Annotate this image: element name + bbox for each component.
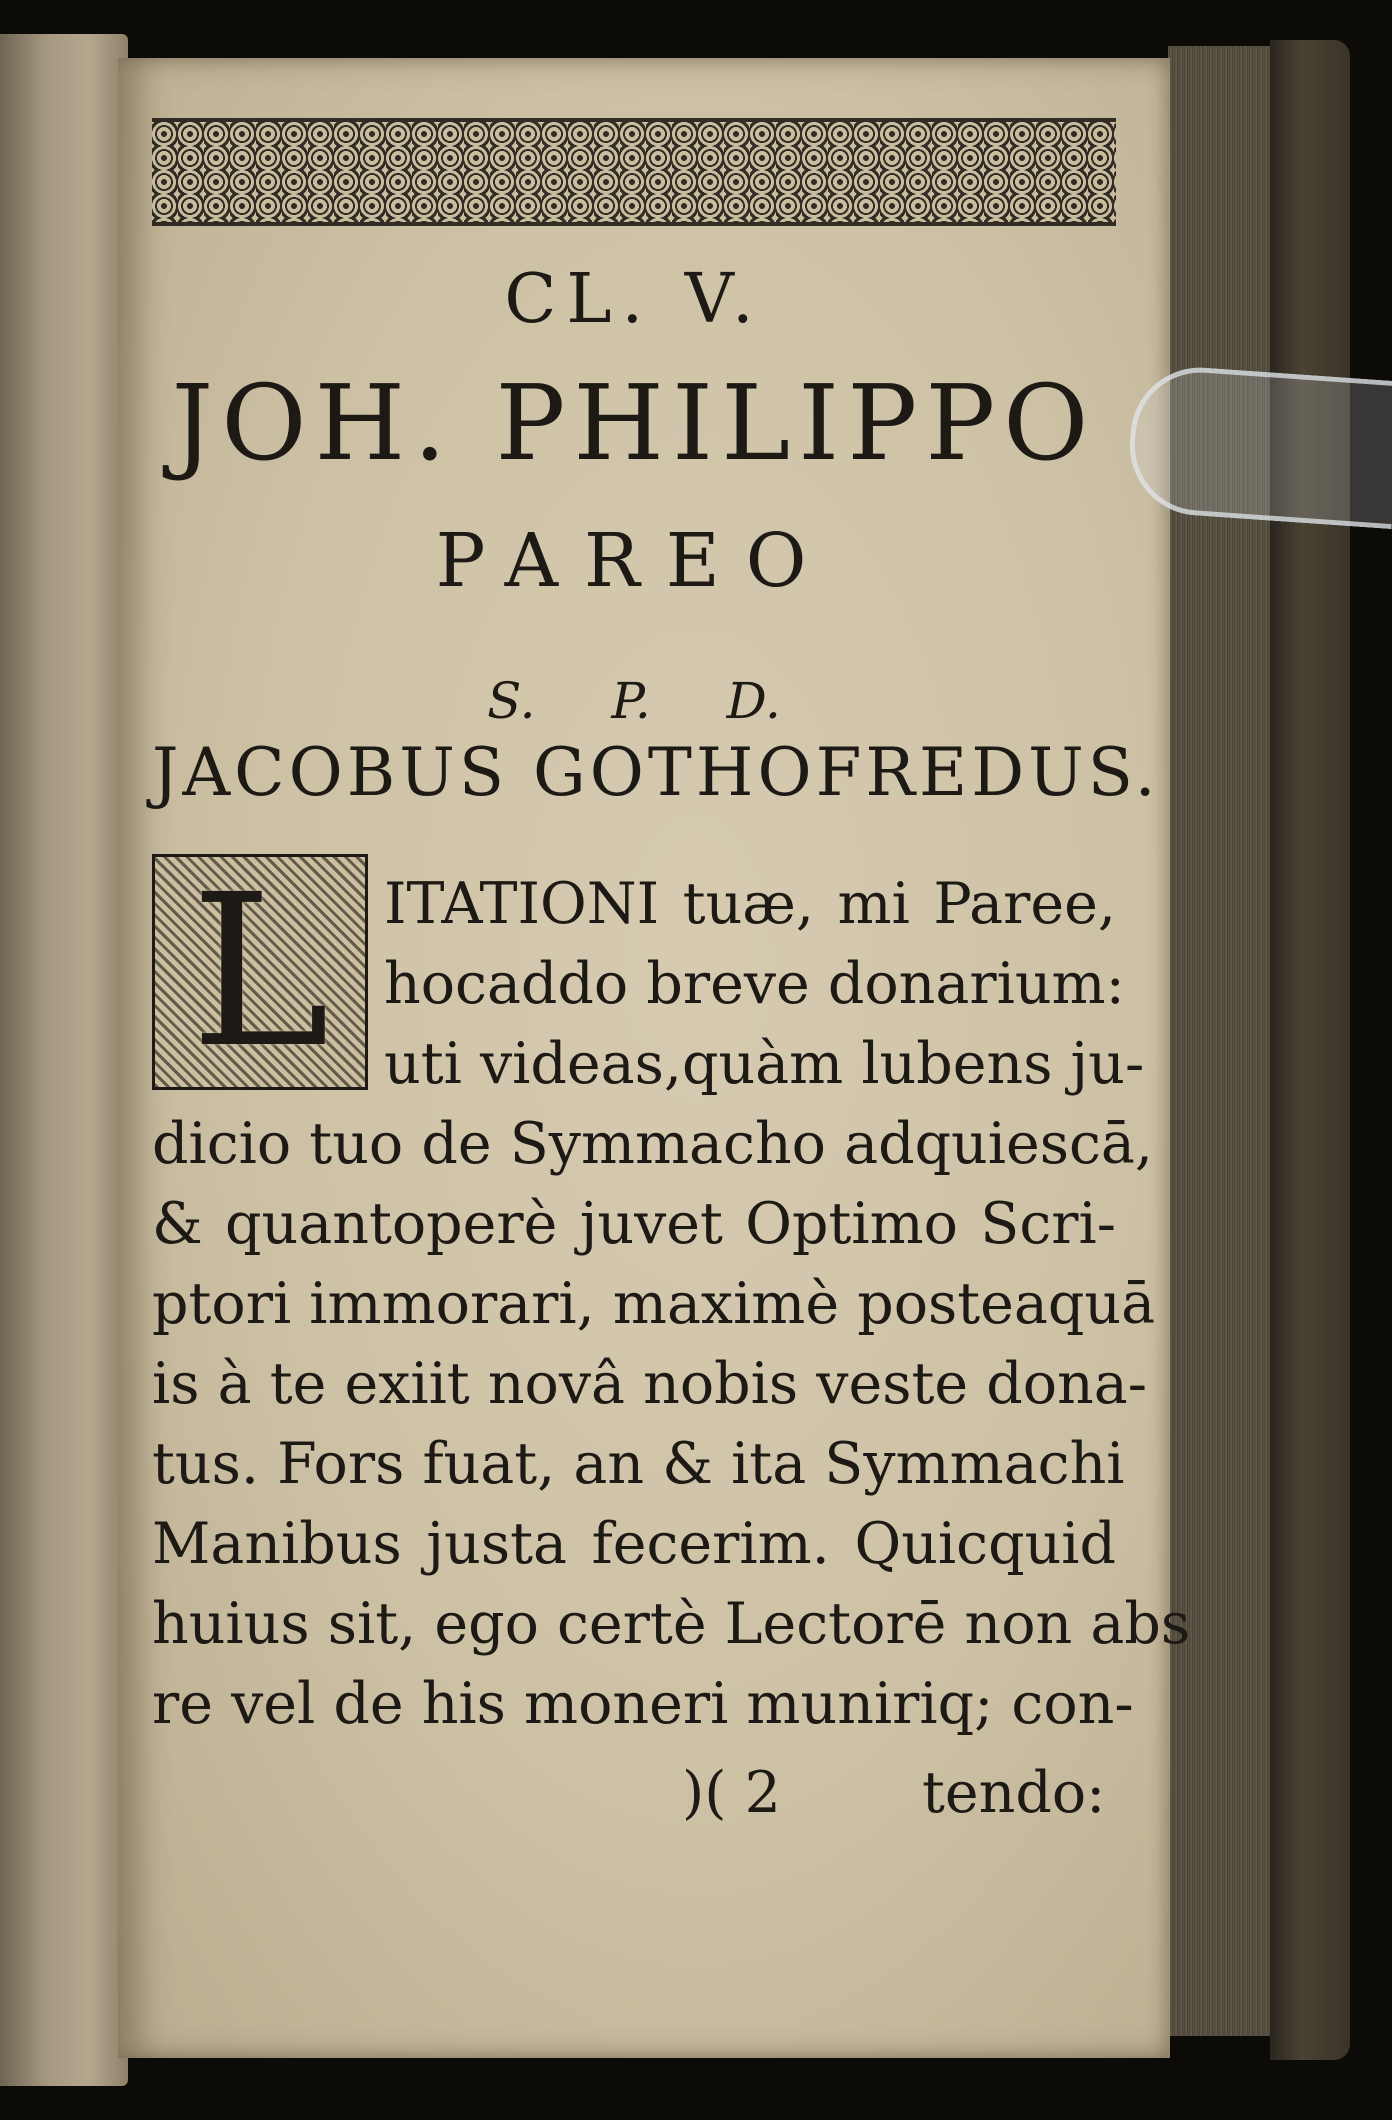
ornament-band	[152, 118, 1116, 226]
text-line: & quantoperè juvet Optimo Scri-	[152, 1191, 1116, 1257]
recipient-name: JOH. PHILIPPO	[171, 362, 1097, 484]
page-clip	[1125, 363, 1392, 529]
text-line: dicio tuo de Symmacho adquiescā,	[152, 1111, 1154, 1177]
text-line: ptori immorari, maximè posteaquā	[152, 1271, 1156, 1337]
decorated-initial	[152, 849, 368, 1094]
printed-page	[118, 58, 1191, 2058]
chapter-number: CL. V.	[504, 260, 764, 339]
recipient-surname: PAREO	[435, 518, 833, 604]
text-line: tus. Fors fuat, an & ita Symmachi	[152, 1431, 1125, 1497]
sender-name: JACOBUS GOTHOFREDUS.	[152, 734, 1160, 811]
catchword: tendo:	[922, 1760, 1106, 1826]
initial-letter: L	[190, 849, 330, 1094]
text-line: ITATIONI tuæ, mi Paree,	[384, 871, 1116, 937]
text-line: uti videas,quàm lubens ju-	[384, 1031, 1145, 1097]
signature-mark: )( 2	[682, 1760, 781, 1826]
text-line: is à te exiit novâ nobis veste dona-	[152, 1351, 1147, 1417]
text-line: re vel de his moneri muniriq; con-	[152, 1671, 1134, 1737]
text-line: Manibus justa fecerim. Quicquid	[152, 1511, 1116, 1577]
book-cover	[1270, 40, 1350, 2060]
salutation: S. P. D.	[487, 672, 781, 730]
text-line: huius sit, ego certè Lectorē non abs	[152, 1591, 1191, 1657]
text-line: hocaddo breve donarium:	[384, 951, 1125, 1017]
facing-page-edge	[0, 34, 128, 2086]
